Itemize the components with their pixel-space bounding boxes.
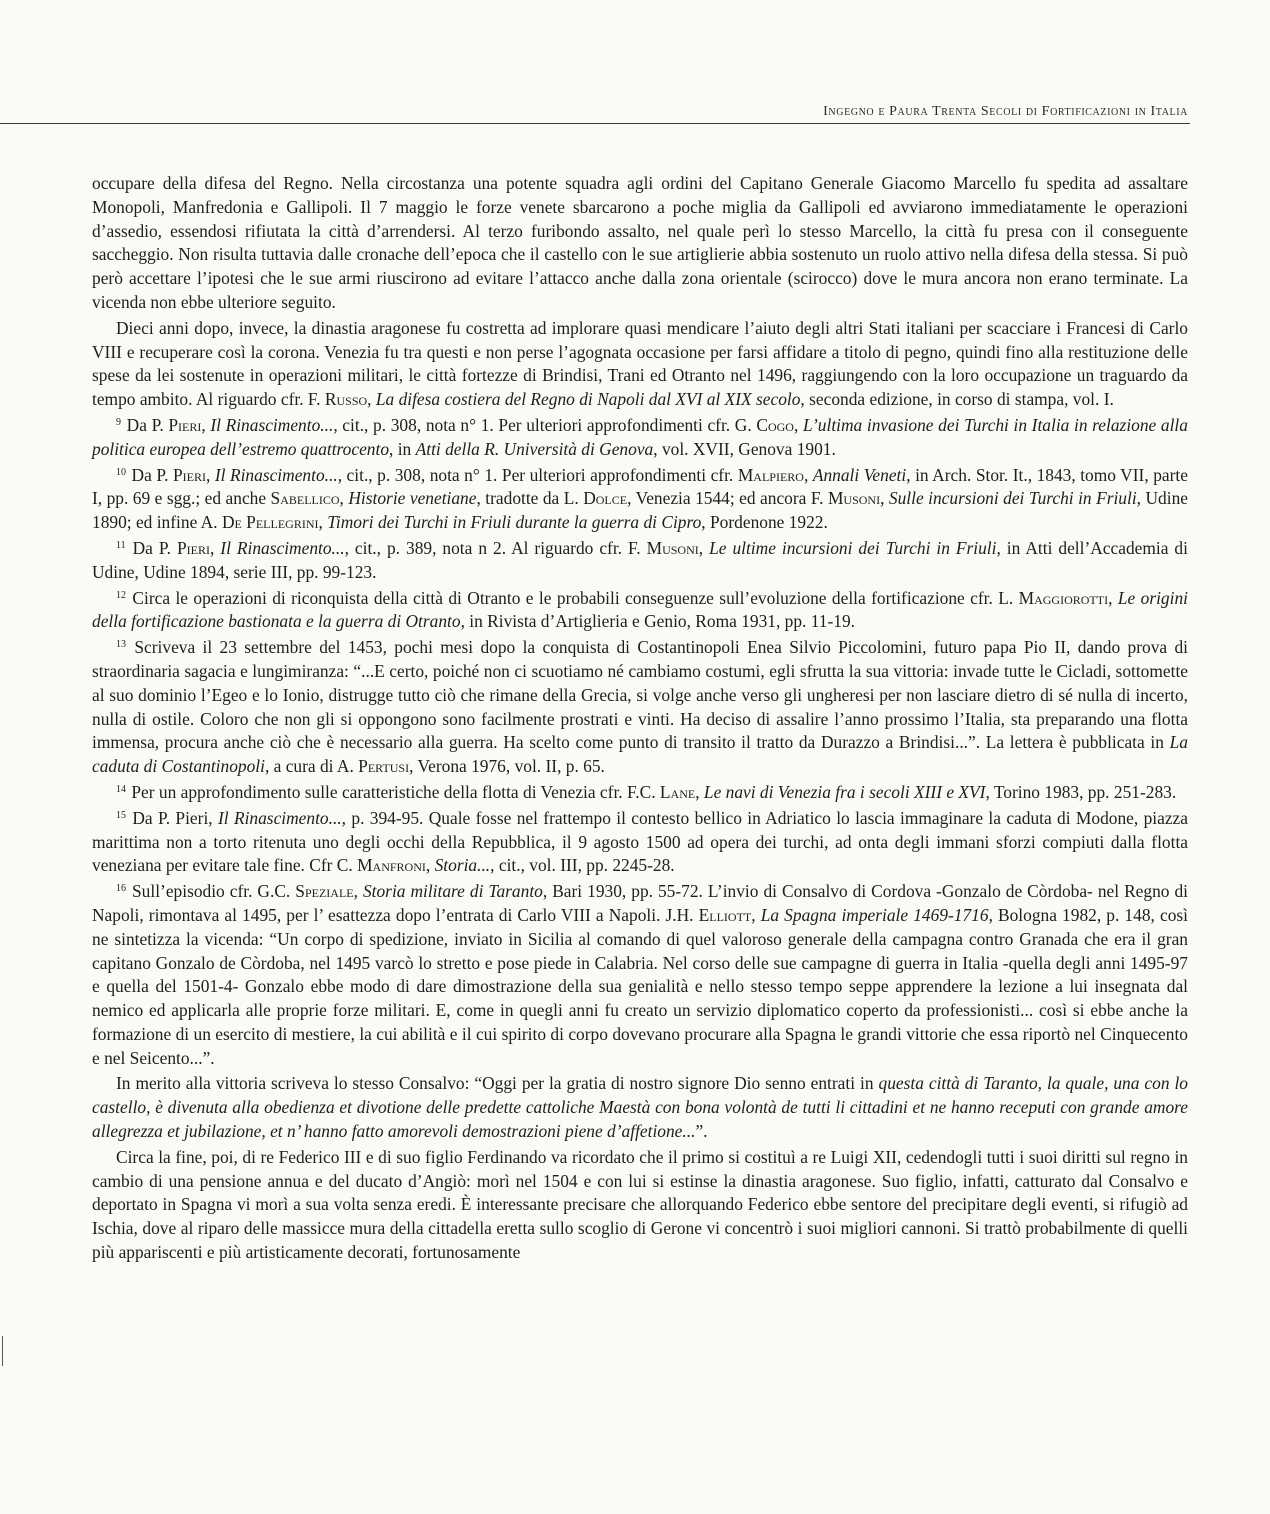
page-body xyxy=(92,172,1188,1265)
body-paragraph-4: Circa la fine, poi, di re Federico III e di suo figlio Ferdinando va ricordato che il primo si costituì a re Luigi XII, cedendogli tutti i suoi diritti sul regno in cambio di una pensione annua e del ducato d’Angiò: morì nel 1504 e con lui si estinse la dinastia aragonese. Suo figlio, infatti, catturato dal Consalvo e deportato in Spagna vi morì a sua volta senza eredi. È interessante precisare che allorquando Federico ebbe sentore del precipitare degli eventi, si rifugiò ad Ischia, dove al riparo delle massicce mura della cittadella eretta sullo scoglio di Gerone vi concentrò i suoi migliori cannoni. Si trattò probabilmente di quelli più appariscenti e più artisticamente decorati, fortunosamente xyxy=(92,1146,1188,1263)
footnote-12: $^{12}$ Circa le operazioni di riconquista della città di Otranto e le probabili conseguenze sull’evoluzione della fortificazione cfr. L. Maggiorotti, Le origini della fortificazione bastionata e la guerra di Otranto, in Rivista d’Artiglieria e Genio, Roma 1931, pp. 11-19. xyxy=(92,587,1188,632)
page-header xyxy=(0,0,1270,126)
footnote-13: $^{13}$ Scriveva il 23 settembre del 1453, pochi mesi dopo la conquista di Costantinopoli Enea Silvio Piccolomini, futuro papa Pio II, dando prova di straordinaria sagacia e lungimiranza: “...E certo, poiché non ci scuotiamo né cambiamo costumi, egli sfrutta la sua vittoria: invade tutte le Cicladi, sottomette al suo dominio l’Egeo e lo Ionio, distrugge tutto ciò che rimane della Grecia, si volge anche verso gli ungheresi per non lasciare dietro di sé nulla di incerto, nulla di ostile. Coloro che non gli si oppongono sono facilmente prostrati e vinti. Ha deciso di assalire l’anno prossimo l’Italia, sta preparando una flotta immensa, procura anche ciò che è necessario alla guerra. Ha scelto come punto di transito il tratto da Durazzo a Brindisi...”. La lettera è pubblicata in La caduta di Costantinopoli, a cura di A. Pertusi, Verona 1976, vol. II, p. 65. xyxy=(92,637,1189,777)
body-paragraph-2: Dieci anni dopo, invece, la dinastia aragonese fu costretta ad implorare quasi mendicare l’aiuto degli altri Stati italiani per scacciare i Francesi di Carlo VIII e recuperare così la corona. Venezia fu tra questi e non perse l’agognata occasione per farsi affidare a titolo di pegno, quindi fino alla restituzione delle spese da lei sostenute in operazioni militari, le città fortezze di Brindisi, Trani ed Otranto nel 1496, raggiungendo con la loro occupazione un traguardo da tempo ambito. Al riguardo cfr. F. Russo, La difesa costiera del Regno di Napoli dal XVI al XIX secolo, seconda edizione, in corso di stampa, vol. I. xyxy=(92,317,1188,410)
footnote-number: 12 xyxy=(116,589,126,601)
header-rule xyxy=(0,123,1190,124)
footnote-9: $^9$ Da P. Pieri, Il Rinascimento..., cit., p. 308, nota n° 1. Per ulteriori approfondimenti cfr. G. Cogo, L’ultima invasione dei Turchi in Italia in relazione alla politica europea dell’estremo quattrocento, in Atti della R. Università di Genova, vol. XVII, Genova 1901. xyxy=(92,414,1188,459)
margin-mark xyxy=(2,1336,3,1366)
body-paragraph-3: In merito alla vittoria scriveva lo stesso Consalvo: “Oggi per la gratia di nostro signore Dio senno entrati in questa città di Taranto, la quale, una con lo castello, è divenuta alla obedienza et divotione delle predette cattoliche Maestà con bona volontà de tutti li cittadini et ne hanno receputi con grande amore allegrezza et jubilazione, et n’ hanno fatto amorevoli demostrazioni piene d’affetione...”. xyxy=(92,1073,1188,1142)
footnote-10: $^{10}$ Da P. Pieri, Il Rinascimento..., cit., p. 308, nota n° 1. Per ulteriori approfondimenti cfr. Malpiero, Annali Veneti, in Arch. Stor. It., 1843, tomo VII, parte I, pp. 69 e sgg.; ed anche Sabellico, Historie venetiane, tradotte da L. Dolce, Venezia 1544; ed ancora F. Musoni, Sulle incursioni dei Turchi in Friuli, Udine 1890; ed infine A. De Pellegrini, Timori dei Turchi in Friuli durante la guerra di Cipro, Pordenone 1922. xyxy=(92,464,1188,533)
footnote-number: 11 xyxy=(116,539,126,551)
footnote-number: 16 xyxy=(116,883,126,895)
quoted-letter: questa città di Taranto, la quale, una con lo castello, è divenuta alla obedienza et divotione delle predette cattoliche Maestà con bona volontà de tutti li cittadini et ne hanno receputi con grande amore allegrezza et jubilazione, et n’ hanno fatto amorevoli demostrazioni piene d’affetione... xyxy=(92,1073,1188,1142)
work-title: La difesa costiera del Regno di Napoli dal XVI al XIX secolo xyxy=(375,389,801,410)
footnote-14: $^{14}$ Per un approfondimento sulle caratteristiche della flotta di Venezia cfr. F.C. Lane, Le navi di Venezia fra i secoli XIII e XVI, Torino 1983, pp. 251-283. xyxy=(116,781,1177,802)
running-title: Ingegno e Paura Trenta Secoli di Fortificazioni in Italia xyxy=(823,104,1188,119)
body-paragraph-1: occupare della difesa del Regno. Nella circostanza una potente squadra agli ordini del Capitano Generale Giacomo Marcello fu spedita ad assaltare Monopoli, Manfredonia e Gallipoli. Il 7 maggio le forze venete sbarcarono a poche miglia da Gallipoli ed avviarono immediatamente le operazioni d’assedio, essendosi rifiutata la città d’arrendersi. Al terzo furibondo assalto, nel quale perì lo stesso Marcello, la città fu presa con il conseguente saccheggio. Non risulta tuttavia dalle cronache dell’epoca che il castello con le sue artiglierie abbia sostenuto un ruolo attivo nella difesa della stessa. Si può però accettare l’ipotesi che le sue armi riuscirono ad evitare l’attacco anche dalla zona orientale (scirocco) dove le mura ancora non erano terminate. La vicenda non ebbe ulteriore seguito. xyxy=(92,173,1188,312)
footnote-number: 14 xyxy=(116,783,126,795)
footnote-number: 15 xyxy=(116,809,126,821)
footnote-15: $^{15}$ Da P. Pieri, Il Rinascimento..., p. 394-95. Quale fosse nel frattempo il contesto bellico in Adriatico lo lascia immaginare la caduta di Modone, piazza marittima non a torto ritenuta uno degli occhi della Repubblica, il 9 agosto 1500 ad opera dei turchi, ad onta degli immani sforzi compiuti dalla flotta veneziana per evitare tale fine. Cfr C. Manfroni, Storia..., cit., vol. III, pp. 2245-28. xyxy=(92,807,1188,876)
footnote-11: $^{11}$ Da P. Pieri, Il Rinascimento..., cit., p. 389, nota n 2. Al riguardo cfr. F. Musoni, Le ultime incursioni dei Turchi in Friuli, in Atti dell’Accademia di Udine, Udine 1894, serie III, pp. 99-123. xyxy=(92,537,1188,582)
footnote-number: 13 xyxy=(116,639,126,651)
footnote-number: 10 xyxy=(116,466,126,478)
author-name: Russo xyxy=(324,389,368,410)
footnote-number: 9 xyxy=(116,416,121,428)
footnote-16: $^{16}$ Sull’episodio cfr. G.C. Speziale, Storia militare di Taranto, Bari 1930, pp. 55-72. L’invio di Consalvo di Cordova -Gonzalo de Còrdoba- nel Regno di Napoli, rimontava al 1495, per l’ esattezza dopo l’entrata di Carlo VIII a Napoli. J.H. Elliott, La Spagna imperiale 1469-1716, Bologna 1982, p. 148, così ne sintetizza la vicenda: “Un corpo di spedizione, inviato in Sicilia al comando di quel valoroso generale della campagna contro Granada che era il gran capitano Gonzalo de Còrdoba, nel 1495 varcò lo stretto e pose piede in Calabria. Nel corso delle sue campagne di guerra in Italia -quella degli anni 1495-97 e quella del 1501-4- Gonzalo ebbe modo di dare dimostrazione della sua genialità e nello stesso tempo seppe apprendere la lezione a lui insegnata dal nemico ed applicarla alle proprie forze militari. E, come in quegli anni fu creato un servizio diplomatico coperto da professionisti... così si ebbe anche la formazione di un esercito di mestiere, la cui abilità e il cui spirito di corpo dovevano procurare alla Spagna le grandi vittorie che essa riportò nel Cinquecento e nel Seicento...”. xyxy=(92,881,1188,1068)
